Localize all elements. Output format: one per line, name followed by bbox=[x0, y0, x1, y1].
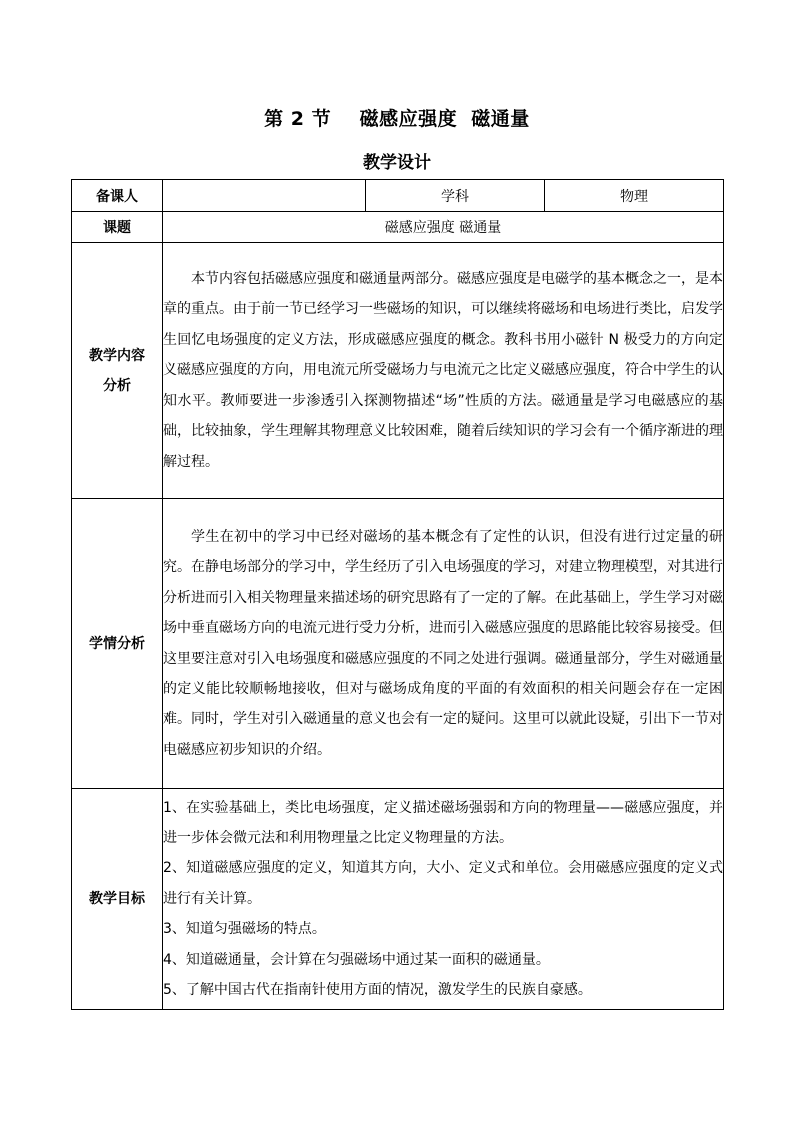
content-analysis-label-line1: 教学内容 bbox=[89, 347, 145, 364]
table-row-objectives bbox=[72, 789, 724, 1010]
learner-analysis-cell bbox=[163, 499, 724, 789]
objective-item: 1、在实验基础上，类比电场强度，定义描述磁场强弱和方向的物理量——磁感应强度，并进一步体会微元法和利用物理量之比定义物理量的方法。 bbox=[163, 799, 723, 846]
subject-label: 学科 bbox=[366, 180, 545, 212]
content-analysis-text: 本节内容包括磁感应强度和磁通量两部分。磁感应强度是电磁学的基本概念之一，是本章的重点。由于前一节已经学习一些磁场的知识，可以继续将磁场和电场进行类比，启发学生回忆电场强度的定义方法，形成磁感应强度的概念。教科书用小磁针 N 极受力的方向定义磁感应强度的方向，用电流元所受磁场力与电流元之比定义磁感应强度，符合中学生的认知水平。教师要进一步渗透引入探测物描述“场”性质的方法。磁通量是学习电磁感应的基础，比较抽象，学生理解其物理意义比较困难，随着后续知识的学习会有一个循序渐进的理解过程。 bbox=[163, 271, 723, 470]
objective-item: 2、知道磁感应强度的定义，知道其方向，大小、定义式和单位。会用磁感应强度的定义式进行有关计算。 bbox=[163, 860, 723, 907]
learner-analysis-label: 学情分析 bbox=[72, 499, 163, 789]
table-row-learner-analysis bbox=[72, 499, 724, 789]
objective-item: 3、知道匀强磁场的特点。 bbox=[163, 921, 326, 938]
learner-analysis-text: 学生在初中的学习中已经对磁场的基本概念有了定性的认识，但没有进行过定量的研究。在静电场部分的学习中，学生经历了引入电场强度的学习，对建立物理模型，对其进行分析进而引入相关物理量来描述场的研究思路有了一定的了解。在此基础上，学生学习对磁场中垂直磁场方向的电流元进行受力分析，进而引入磁感应强度的思路能比较容易接受。但这里要注意对引入电场强度和磁感应强度的不同之处进行强调。磁通量部分，学生对磁通量的定义能比较顺畅地接收，但对与磁场成角度的平面的有效面积的相关问题会存在一定困难。同时，学生对引入磁通量的意义也会有一定的疑问。这里可以就此设疑，引出下一节对电磁感应初步知识的介绍。 bbox=[163, 528, 723, 758]
content-analysis-cell bbox=[163, 243, 724, 499]
topic-label: 课题 bbox=[72, 212, 163, 243]
lesson-plan-table bbox=[71, 179, 724, 1010]
table-row-content-analysis bbox=[72, 243, 724, 499]
objective-item: 4、知道磁通量，会计算在匀强磁场中通过某一面积的磁通量。 bbox=[163, 951, 550, 968]
subject-value: 物理 bbox=[545, 180, 724, 212]
preparer-value bbox=[163, 180, 366, 212]
document-title: 第 2 节 磁感应强度 磁通量 bbox=[264, 108, 530, 130]
content-analysis-label-line2: 分析 bbox=[103, 377, 131, 394]
objectives-cell bbox=[163, 789, 724, 1010]
preparer-label: 备课人 bbox=[72, 180, 163, 212]
document-subtitle: 教学设计 bbox=[363, 153, 431, 173]
table-row-topic bbox=[72, 212, 724, 243]
table-row-preparer bbox=[72, 180, 724, 212]
objective-item: 5、了解中国古代在指南针使用方面的情况，激发学生的民族自豪感。 bbox=[163, 982, 592, 999]
objectives-label: 教学目标 bbox=[72, 789, 163, 1010]
content-analysis-label bbox=[72, 243, 163, 499]
topic-value: 磁感应强度 磁通量 bbox=[163, 212, 724, 243]
